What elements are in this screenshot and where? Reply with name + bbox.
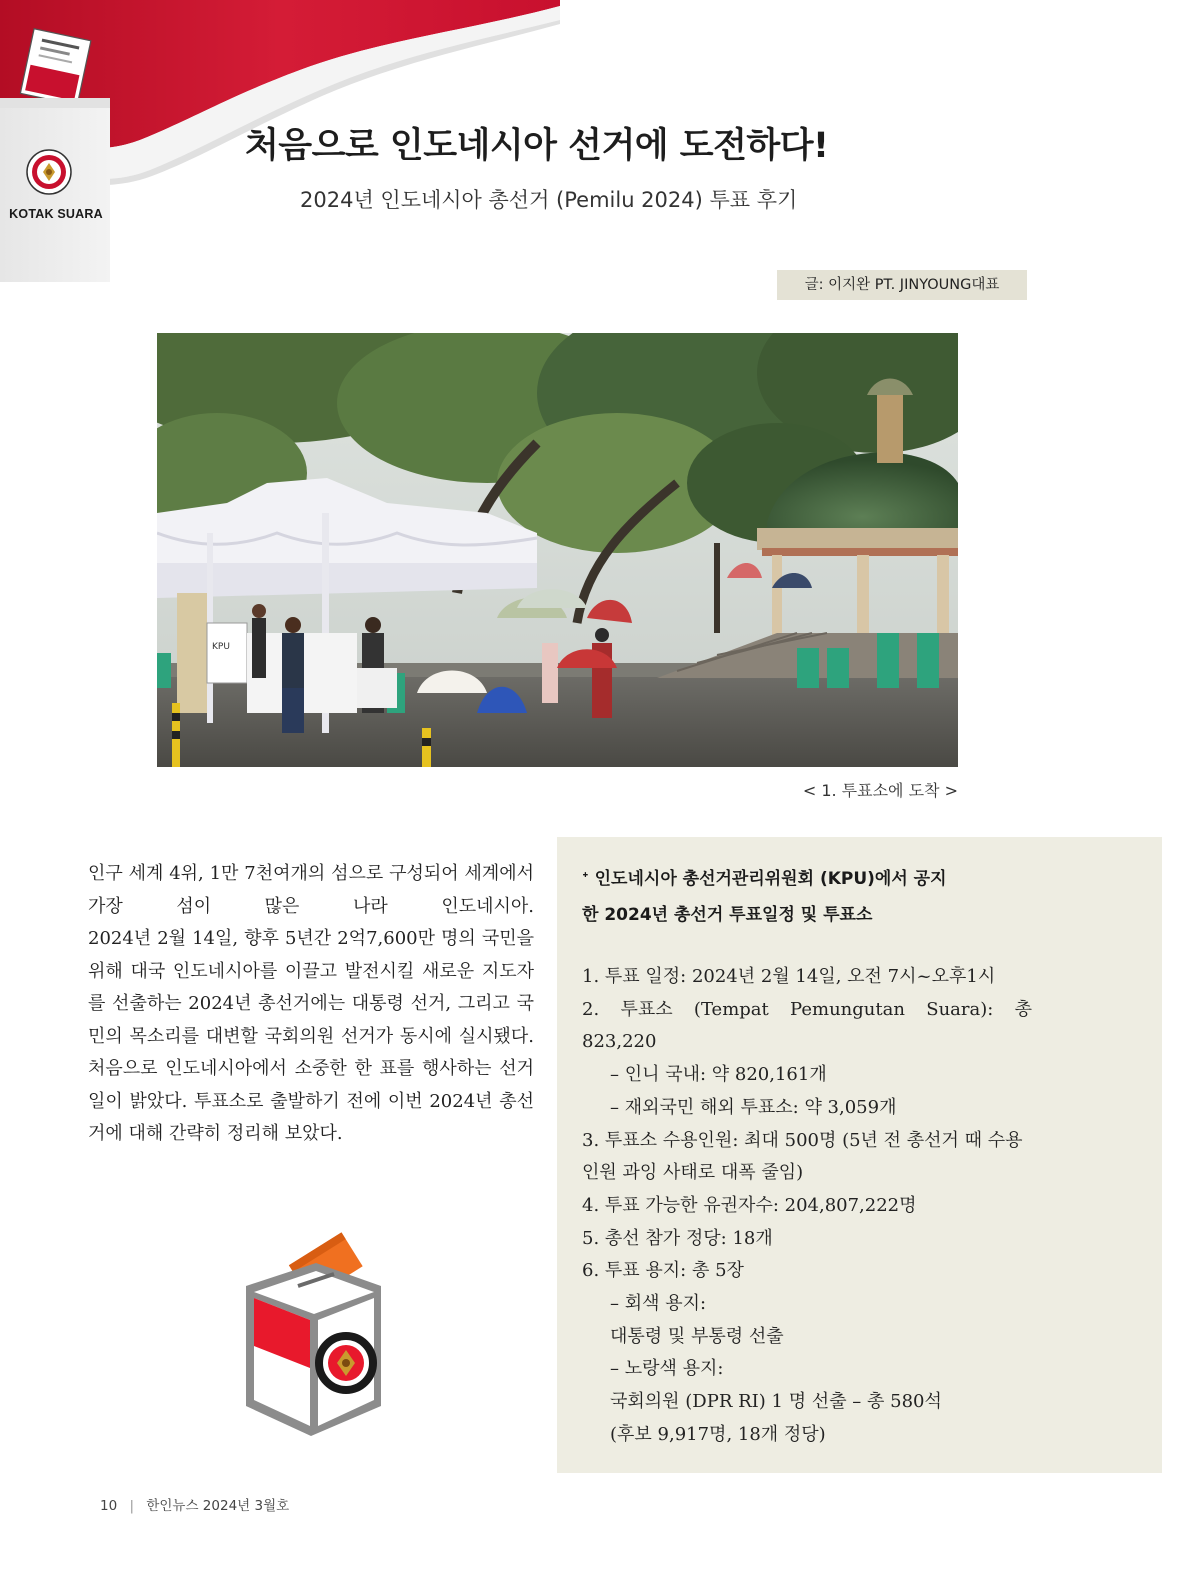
ballot-box-label: KOTAK SUARA [9, 207, 103, 221]
info-item: 5. 총선 참가 정당: 18개 [582, 1227, 773, 1249]
photo-caption: < 1. 투표소에 도착 > [802, 781, 958, 800]
info-subitem: – 노랑색 용지: [610, 1358, 724, 1380]
info-item: 6. 투표 용지: 총 5장 [582, 1260, 744, 1282]
info-item: 3. 투표소 수용인원: 최대 500명 (5년 전 총선거 때 수용인원 과잉 사태로 대폭 줄임) [582, 1129, 1023, 1184]
publication-name: 한인뉴스 2024년 3월호 [146, 1498, 290, 1514]
footer-separator: | [129, 1498, 135, 1514]
kpu-booth-label: KPU [212, 642, 230, 652]
author-byline: 글: 이지완 PT. JINYOUNG대표 [777, 270, 1027, 300]
kpu-info-box [557, 837, 1162, 1473]
page-title: 처음으로 인도네시아 선거에 도전하다! [245, 126, 829, 166]
article-paragraph: 2024년 2월 14일, 향후 5년간 2억7,600만 명의 국민을 위해 대국 인도네시아를 이끌고 발전시킬 새로운 지도자를 선출하는 2024년 총선거에는 대통령 선거, 그리고 국민의 목소리를 대변할 국회의원 선거가 동시에 실시됐다. [88, 928, 534, 1047]
page-subtitle: 2024년 인도네시아 총선거 (Pemilu 2024) 투표 후기 [300, 188, 798, 212]
info-list [582, 961, 1032, 1452]
info-item: 4. 투표 가능한 유권자수: 204,807,222명 [582, 1194, 917, 1216]
info-subitem: 대통령 및 부통령 선출 [610, 1325, 784, 1347]
info-box-title [582, 861, 1037, 933]
polling-station-photo [157, 333, 958, 767]
page-number: 10 [100, 1498, 118, 1514]
info-subitem: – 회색 용지: [610, 1293, 707, 1315]
info-subitem: 국회의원 (DPR RI) 1 명 선출 – 총 580석 [610, 1391, 942, 1413]
info-subitem: – 인니 국내: 약 820,161개 [610, 1064, 827, 1086]
article-paragraph: 처음으로 인도네시아에서 소중한 한 표를 행사하는 선거일이 밝았다. 투표소로 출발하기 전에 이번 2024년 총선거에 대해 간략히 정리해 보았다. [88, 1058, 534, 1144]
ballot-box-icon [236, 1228, 386, 1440]
article-body [88, 858, 534, 1151]
info-title-line: ᐩ 인도네시아 총선거관리위원회 (KPU)에서 공지 [582, 869, 947, 889]
info-subitem: – 재외국민 해외 투표소: 약 3,059개 [610, 1096, 897, 1118]
article-paragraph: 인구 세계 4위, 1만 7천여개의 섬으로 구성되어 세계에서 가장 섬이 많은 나라 인도네시아. [88, 863, 534, 917]
info-item: 2. 투표소 (Tempat Pemungutan Suara): 총 823,220 [582, 998, 1032, 1053]
kpu-emblem-icon [27, 150, 71, 194]
info-subitem: (후보 9,917명, 18개 정당) [610, 1423, 826, 1445]
info-title-line: 한 2024년 총선거 투표일정 및 투표소 [582, 905, 873, 925]
info-item: 1. 투표 일정: 2024년 2월 14일, 오전 7시~오후1시 [582, 966, 996, 987]
page-footer [100, 1494, 289, 1514]
